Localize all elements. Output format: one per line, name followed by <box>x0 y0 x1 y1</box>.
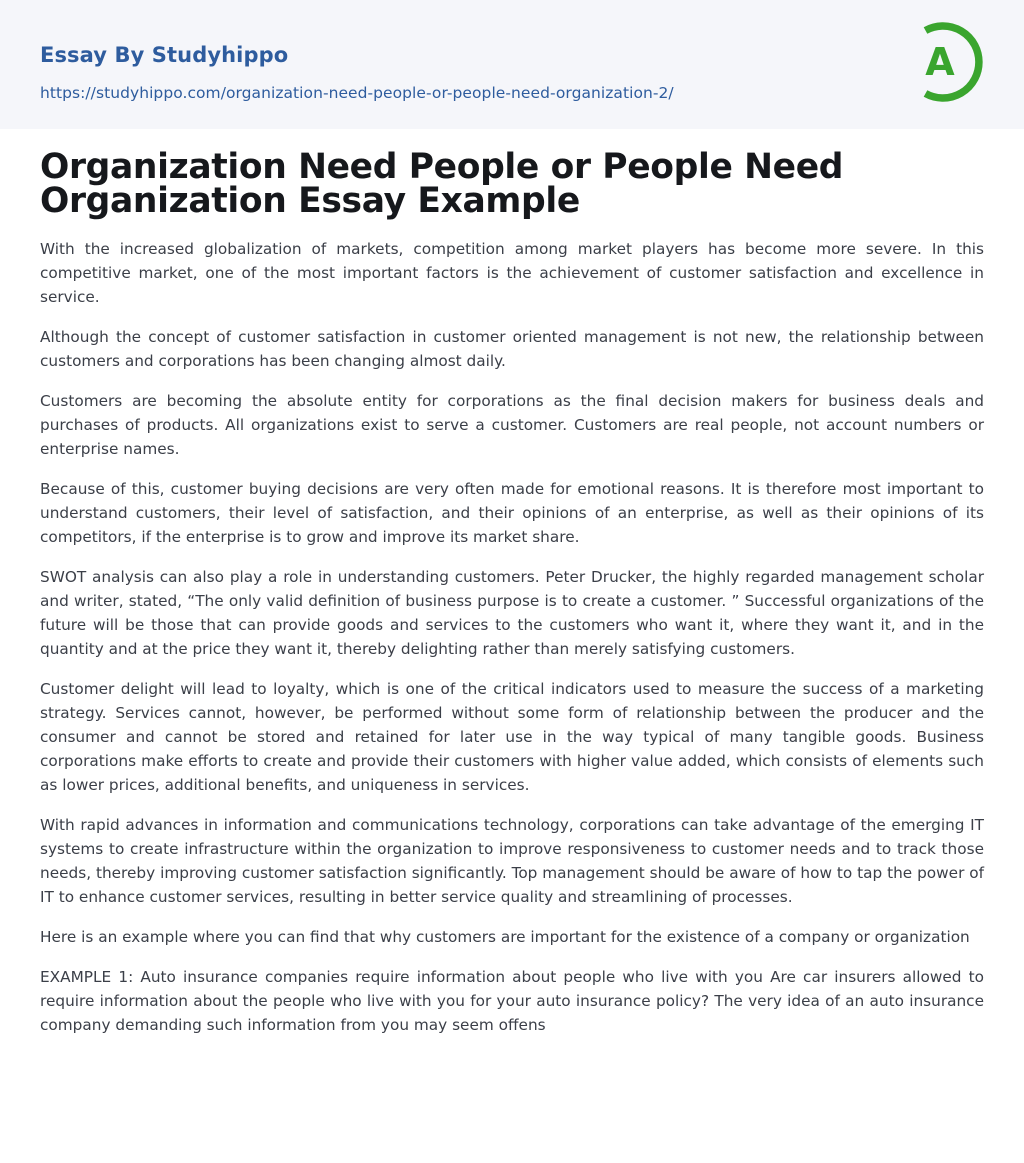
source-url-link[interactable]: https://studyhippo.com/organization-need-people-or-people-need-organization-2/ <box>40 84 674 102</box>
studyhippo-logo-icon[interactable] <box>912 18 986 106</box>
paragraph: Although the concept of customer satisfaction in customer oriented management is not new, the relationship between customers and corporations has been changing almost daily. <box>40 328 984 370</box>
paragraph: Customers are becoming the absolute entity for corporations as the final decision makers for business deals and purchases of products. All organizations exist to serve a customer. Customers are real people, not account numbers or enterprise names. <box>40 392 984 458</box>
page-header <box>0 0 1024 129</box>
paragraph: With rapid advances in information and communications technology, corporations can take advantage of the emerging IT systems to create infrastructure within the organization to improve responsiveness to customer needs and to track those needs, thereby improving customer satisfaction significantly. Top management should be aware of how to tap the power of IT to enhance customer services, resulting in better service quality and streamlining of processes. <box>40 816 984 906</box>
site-brand[interactable]: Essay By Studyhippo <box>40 43 289 67</box>
article <box>40 147 984 1053</box>
paragraph: EXAMPLE 1: Auto insurance companies require information about people who live with you Are car insurers allowed to require information about the people who live with you for your auto insurance policy? The very idea of an auto insurance company demanding such information from you may seem offens <box>40 968 984 1034</box>
paragraph: SWOT analysis can also play a role in understanding customers. Peter Drucker, the highly regarded management scholar and writer, stated, “The only valid definition of business purpose is to create a customer. ” Successful organizations of the future will be those that can provide goods and services to the customers who want it, where they want it, and in the quantity and at the price they want it, thereby delighting rather than merely satisfying customers. <box>40 568 984 658</box>
logo-letter: A <box>925 40 955 84</box>
paragraph: Here is an example where you can find that why customers are important for the existence of a company or organization <box>40 928 970 946</box>
paragraph: Because of this, customer buying decisions are very often made for emotional reasons. It is therefore most important to understand customers, their level of satisfaction, and their opinions of an enterprise, as well as their opinions of its competitors, if the enterprise is to grow and improve its market share. <box>40 480 984 546</box>
paragraph: With the increased globalization of markets, competition among market players has become more severe. In this competitive market, one of the most important factors is the achievement of customer satisfaction and excellence in service. <box>40 240 984 306</box>
paragraph: Customer delight will lead to loyalty, which is one of the critical indicators used to measure the success of a marketing strategy. Services cannot, however, be performed without some form of relationship between the producer and the consumer and cannot be stored and retained for later use in the way typical of many tangible goods. Business corporations make efforts to create and provide their customers with higher value added, which consists of elements such as lower prices, additional benefits, and uniqueness in services. <box>40 680 984 794</box>
article-title: Organization Need People or People Need Organization Essay Example <box>40 147 844 221</box>
